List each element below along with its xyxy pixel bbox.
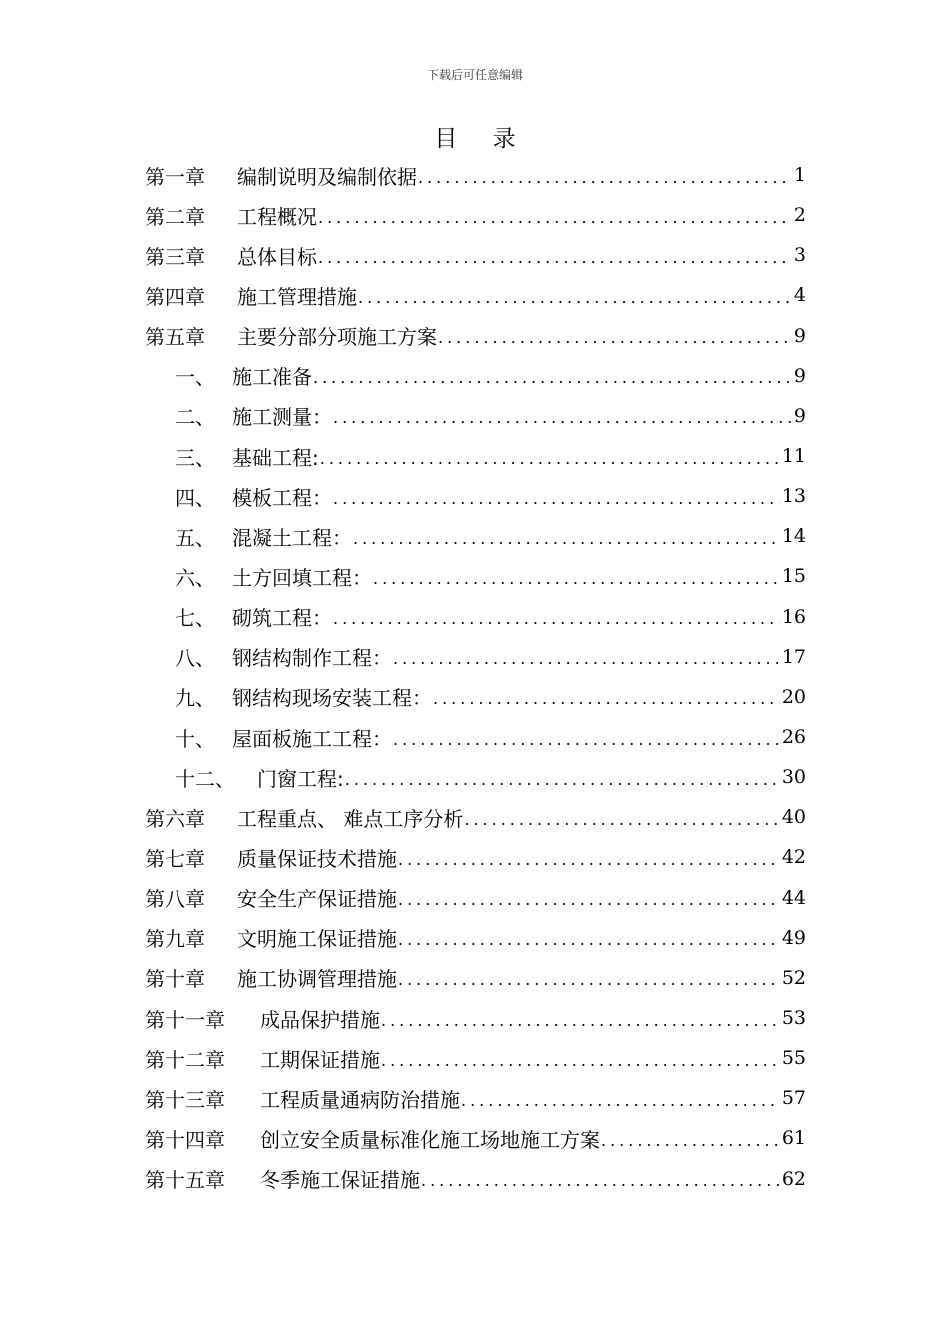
toc-entry-label <box>145 923 397 952</box>
toc-entry-title: 工期保证措施 <box>260 1047 380 1072</box>
toc-entry-label <box>145 1004 380 1033</box>
toc-dot-leader <box>353 529 780 548</box>
toc-entry-title: 钢结构现场安装工程： <box>232 686 432 711</box>
toc-dot-leader <box>333 609 780 628</box>
toc-entry-title: 施工测量： <box>232 405 332 430</box>
toc-entry-page-number: 57 <box>781 1087 806 1110</box>
toc-dot-leader <box>333 489 780 508</box>
toc-entry[interactable] <box>145 195 806 235</box>
toc-entry[interactable] <box>145 837 806 877</box>
toc-entry-number: 第十三章 <box>145 1087 225 1112</box>
toc-entry-page-number: 14 <box>781 525 806 548</box>
toc-dot-leader <box>313 368 792 387</box>
toc-entry-page-number: 17 <box>781 645 806 668</box>
toc-entry-label <box>175 361 312 390</box>
toc-entry-title: 文明施工保证措施 <box>237 927 397 952</box>
toc-dot-leader <box>320 449 780 468</box>
toc-entry-page-number: 2 <box>793 204 806 227</box>
toc-entry-number: 七、 <box>175 606 215 631</box>
toc-entry-page-number: 30 <box>781 766 806 789</box>
toc-entry-number: 第十二章 <box>145 1047 225 1072</box>
toc-entry-number: 第六章 <box>145 806 205 831</box>
toc-entry-label <box>145 161 417 190</box>
toc-entry-page-number: 52 <box>781 966 806 989</box>
toc-entry-title: 混凝土工程： <box>232 525 352 550</box>
toc-entry[interactable] <box>145 918 806 958</box>
toc-entry-label <box>145 883 397 912</box>
toc-entry-title: 工程概况 <box>237 204 317 229</box>
toc-entry-number: 五、 <box>175 525 215 550</box>
toc-dot-leader <box>418 168 792 187</box>
toc-entry-label <box>175 682 432 711</box>
toc-dot-leader <box>393 730 780 749</box>
toc-entry-title: 编制说明及编制依据 <box>237 164 417 189</box>
toc-entry-page-number: 16 <box>781 605 806 628</box>
toc-entry-title: 主要分部分项施工方案 <box>237 325 437 350</box>
toc-entry-label <box>145 241 317 270</box>
toc-entry-label <box>145 803 463 832</box>
toc-entry-label <box>145 1044 380 1073</box>
toc-entry-title: 基础工程: <box>232 445 319 470</box>
toc-entry-title: 模板工程： <box>232 485 332 510</box>
toc-entry-label <box>175 642 392 671</box>
toc-dot-leader <box>333 408 792 427</box>
toc-entry-number: 六、 <box>175 565 215 590</box>
toc-dot-leader <box>345 770 780 789</box>
toc-entry-number: 第十一章 <box>145 1007 225 1032</box>
toc-entry-number: 十、 <box>175 726 215 751</box>
toc-entry[interactable] <box>145 396 806 436</box>
toc-entry-page-number: 55 <box>781 1047 806 1070</box>
toc-entry-page-number: 49 <box>781 926 806 949</box>
toc-entry-number: 三、 <box>175 445 215 470</box>
toc-entry-label <box>175 401 332 430</box>
toc-entry[interactable] <box>145 1078 806 1118</box>
toc-entry-page-number: 9 <box>793 364 806 387</box>
toc-entry-title: 屋面板施工工程： <box>232 726 392 751</box>
toc-entry-page-number: 20 <box>781 685 806 708</box>
toc-entry-label <box>145 843 397 872</box>
toc-entry-label <box>145 1164 420 1193</box>
toc-entry[interactable] <box>145 155 806 195</box>
toc-entry[interactable] <box>145 717 806 757</box>
toc-entry-title: 砌筑工程： <box>232 606 332 631</box>
toc-dot-leader <box>393 649 780 668</box>
toc-entry-number: 第十四章 <box>145 1127 225 1152</box>
toc-dot-leader <box>373 569 780 588</box>
toc-entry-number: 第二章 <box>145 204 205 229</box>
header-note: 下载后可任意编辑 <box>426 68 523 82</box>
toc-entry[interactable] <box>145 556 806 596</box>
toc-entry-page-number: 4 <box>793 284 806 307</box>
table-of-contents <box>145 155 806 1199</box>
toc-entry-title: 工程质量通病防治措施 <box>260 1087 460 1112</box>
toc-entry-number: 十二、 <box>175 766 235 791</box>
toc-entry-number: 二、 <box>175 405 215 430</box>
toc-entry-number: 九、 <box>175 686 215 711</box>
toc-entry[interactable] <box>145 1159 806 1199</box>
toc-entry-title: 门窗工程: <box>257 766 344 791</box>
toc-entry[interactable] <box>145 677 806 717</box>
toc-entry-page-number: 15 <box>781 565 806 588</box>
toc-entry-title: 创立安全质量标准化施工场地施工方案 <box>260 1127 600 1152</box>
toc-entry-label <box>175 482 332 511</box>
toc-entry-page-number: 62 <box>781 1167 806 1190</box>
toc-entry[interactable] <box>145 316 806 356</box>
toc-entry[interactable] <box>145 757 806 797</box>
toc-dot-leader <box>318 208 792 227</box>
toc-dot-leader <box>433 689 780 708</box>
toc-dot-leader <box>464 810 779 829</box>
toc-entry-title: 总体目标 <box>237 244 317 269</box>
toc-entry-page-number: 3 <box>793 244 806 267</box>
toc-entry-page-number: 26 <box>781 726 806 749</box>
toc-entry-label <box>175 522 352 551</box>
toc-entry-label <box>175 562 372 591</box>
toc-entry-label <box>145 321 437 350</box>
toc-dot-leader <box>438 328 792 347</box>
toc-entry-title: 安全生产保证措施 <box>237 887 397 912</box>
toc-entry-page-number: 42 <box>781 846 806 869</box>
toc-entry[interactable] <box>145 356 806 396</box>
toc-entry-label <box>145 1084 460 1113</box>
toc-entry[interactable] <box>145 797 806 837</box>
toc-dot-leader <box>398 970 780 989</box>
toc-entry[interactable] <box>145 637 806 677</box>
toc-entry-page-number: 44 <box>781 886 806 909</box>
toc-entry-title: 施工协调管理措施 <box>237 967 397 992</box>
toc-entry-title: 施工管理措施 <box>237 284 357 309</box>
toc-entry-number: 一、 <box>175 365 215 390</box>
toc-dot-leader <box>398 930 780 949</box>
toc-entry-title: 钢结构制作工程： <box>232 646 392 671</box>
toc-entry-number: 四、 <box>175 485 215 510</box>
toc-entry-page-number: 9 <box>793 324 806 347</box>
toc-dot-leader <box>381 1051 780 1070</box>
toc-dot-leader <box>398 850 780 869</box>
toc-entry[interactable] <box>145 958 806 998</box>
toc-entry-label <box>175 602 332 631</box>
toc-title: 目 录 <box>434 126 530 152</box>
toc-entry-label <box>175 723 392 752</box>
toc-entry-number: 第三章 <box>145 244 205 269</box>
toc-entry[interactable] <box>145 436 806 476</box>
toc-entry-title: 工程重点、 难点工序分析 <box>237 806 464 831</box>
toc-dot-leader <box>381 1011 780 1030</box>
toc-entry-number: 第五章 <box>145 325 205 350</box>
toc-entry-number: 第九章 <box>145 927 205 952</box>
toc-entry[interactable] <box>145 998 806 1038</box>
toc-entry-label <box>145 1124 600 1153</box>
toc-entry-number: 第一章 <box>145 164 205 189</box>
toc-dot-leader <box>461 1091 780 1110</box>
toc-entry-label <box>145 201 317 230</box>
toc-entry-title: 土方回填工程： <box>232 565 372 590</box>
toc-entry-page-number: 1 <box>793 164 806 187</box>
toc-entry[interactable] <box>145 476 806 516</box>
toc-entry-label <box>145 963 397 992</box>
toc-dot-leader <box>358 288 792 307</box>
toc-entry-number: 第八章 <box>145 887 205 912</box>
toc-dot-leader <box>318 248 792 267</box>
toc-entry-page-number: 53 <box>781 1007 806 1030</box>
toc-entry-number: 第四章 <box>145 284 205 309</box>
toc-entry-page-number: 61 <box>781 1127 806 1150</box>
toc-entry-number: 第十五章 <box>145 1168 225 1193</box>
toc-dot-leader <box>601 1131 780 1150</box>
toc-entry-title: 成品保护措施 <box>260 1007 380 1032</box>
toc-entry-number: 第十章 <box>145 967 205 992</box>
toc-dot-leader <box>421 1171 780 1190</box>
toc-entry-page-number: 40 <box>781 806 806 829</box>
toc-entry-label <box>145 281 357 310</box>
toc-entry-title: 冬季施工保证措施 <box>260 1168 420 1193</box>
toc-entry[interactable] <box>145 275 806 315</box>
toc-entry-page-number: 13 <box>781 485 806 508</box>
toc-dot-leader <box>398 890 780 909</box>
toc-entry[interactable] <box>145 1038 806 1078</box>
toc-entry[interactable] <box>145 516 806 556</box>
toc-entry-label <box>175 763 344 792</box>
toc-entry-page-number: 11 <box>781 445 806 468</box>
toc-entry-page-number: 9 <box>793 404 806 427</box>
toc-entry[interactable] <box>145 235 806 275</box>
toc-entry-number: 八、 <box>175 646 215 671</box>
toc-entry-label <box>175 442 319 471</box>
toc-entry-title: 质量保证技术措施 <box>237 846 397 871</box>
toc-entry-number: 第七章 <box>145 846 205 871</box>
toc-entry[interactable] <box>145 1118 806 1158</box>
toc-entry[interactable] <box>145 878 806 918</box>
toc-entry[interactable] <box>145 597 806 637</box>
toc-entry-title: 施工准备 <box>232 365 312 390</box>
